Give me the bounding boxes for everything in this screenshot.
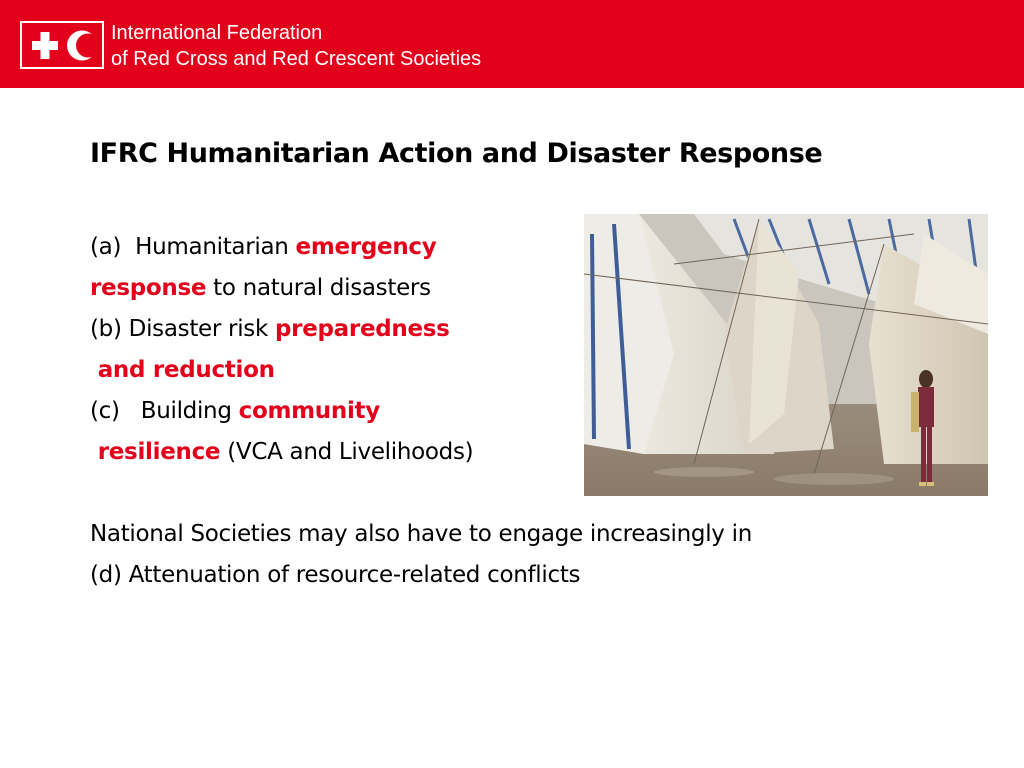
item-b-highlight-2: and reduction: [90, 357, 275, 383]
note-text: National Societies may also have to engage increasingly in: [90, 521, 752, 547]
item-a-rest: to natural disasters: [206, 275, 431, 301]
org-name-line-1: International Federation: [111, 22, 323, 44]
item-c-highlight-1: community: [238, 398, 380, 424]
item-a-text: (a) Humanitarian: [90, 234, 296, 260]
item-c-line-1: [90, 398, 380, 424]
item-c-highlight-2: resilience: [90, 439, 221, 465]
item-a-line-2: [90, 275, 431, 301]
item-c-rest: (VCA and Livelihoods): [220, 439, 474, 465]
item-b-highlight-1: preparedness: [275, 316, 450, 342]
item-c-text: (c) Building: [90, 398, 239, 424]
header-banner: [0, 0, 1024, 88]
item-d-text: (d) Attenuation of resource-related conflicts: [90, 562, 581, 588]
item-c-line-2: [90, 439, 473, 465]
item-b-line-2: [90, 357, 275, 383]
red-cross-red-crescent-logo: [20, 21, 104, 69]
tent-camp-photo: [584, 214, 988, 496]
item-b-text: (b) Disaster risk: [90, 316, 276, 342]
item-a-highlight-2: response: [90, 275, 207, 301]
item-a-highlight-1: emergency: [295, 234, 437, 260]
item-b-line-1: [90, 316, 450, 342]
item-a-line-1: [90, 234, 436, 260]
organization-name: [111, 20, 481, 72]
org-name-line-2: of Red Cross and Red Crescent Societies: [111, 48, 482, 70]
slide-title: IFRC Humanitarian Action and Disaster Response: [90, 138, 823, 169]
